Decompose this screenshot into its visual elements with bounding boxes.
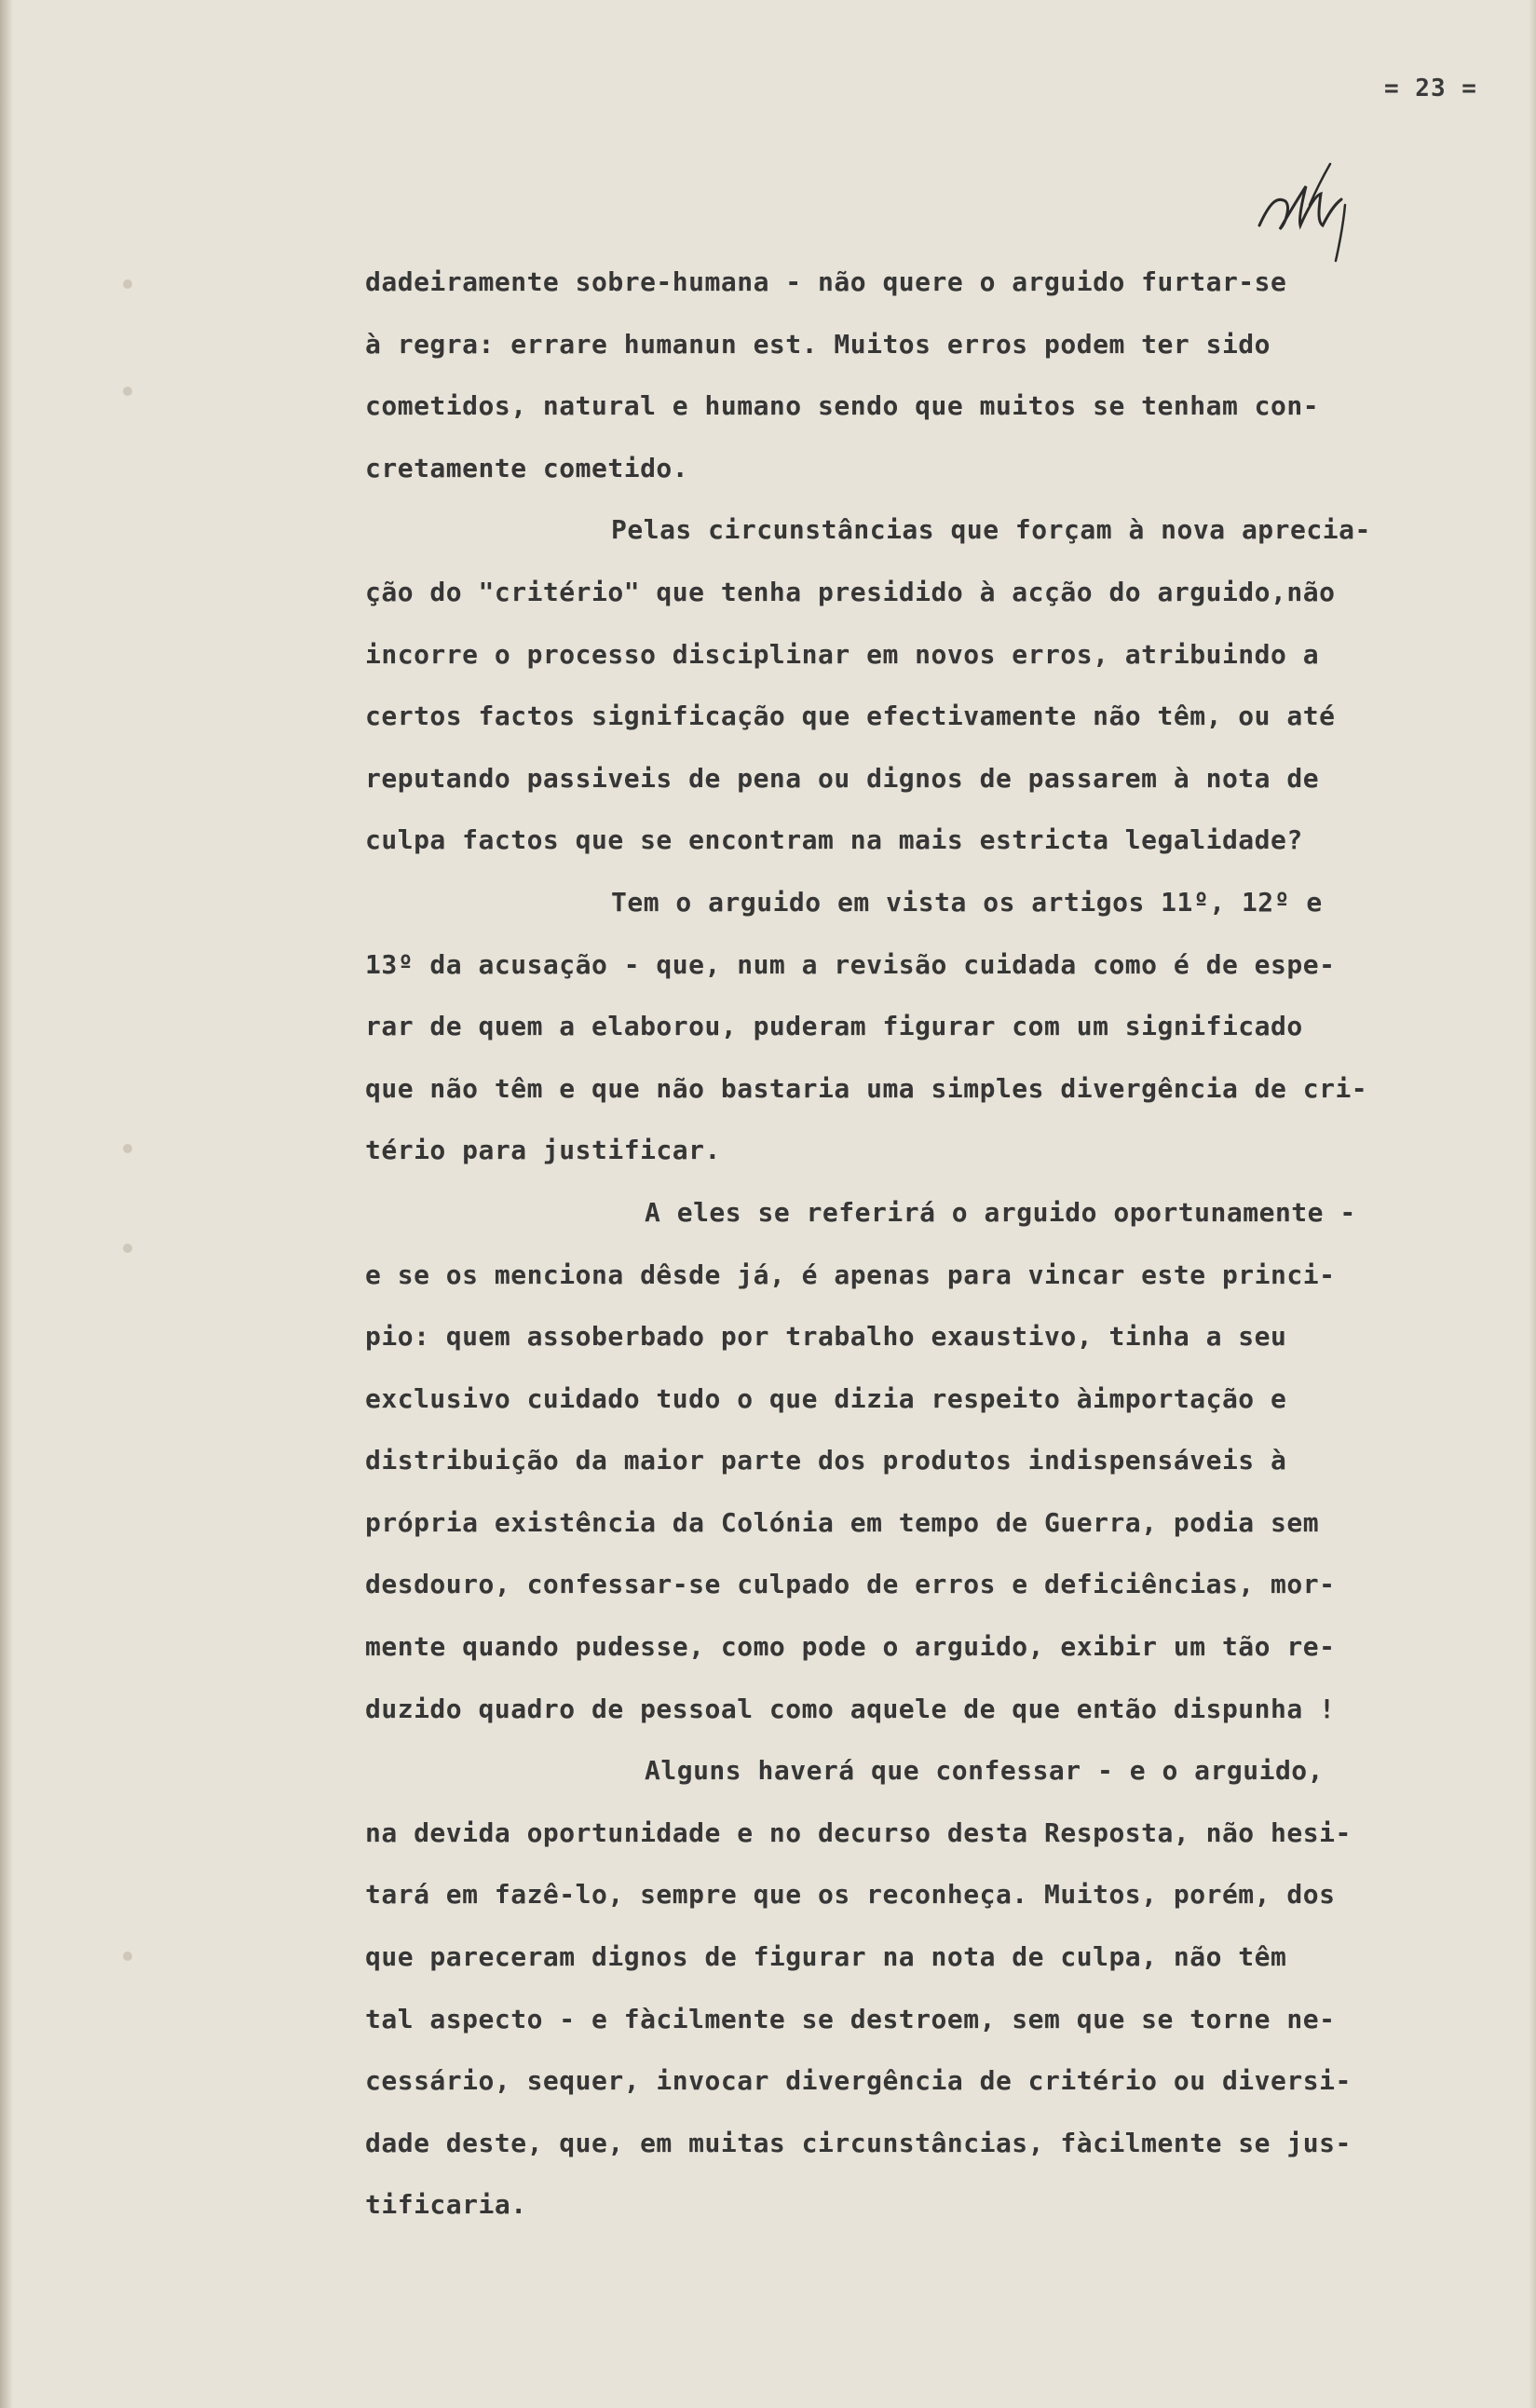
text-line: Pelas circunstâncias que forçam à nova aprecia-: [611, 514, 1371, 546]
text-line: cessário, sequer, invocar divergência de critério ou diversi-: [365, 2065, 1352, 2097]
text-line: Tem o arguido em vista os artigos 11º, 12º e: [611, 886, 1323, 918]
page-number: = 23 =: [1384, 75, 1477, 102]
text-line: dadeiramente sobre-humana - não quere o arguido furtar-se: [365, 266, 1287, 297]
text-line: na devida oportunidade e no decurso desta Resposta, não hesi-: [365, 1816, 1352, 1848]
text-line: tal aspecto - e fàcilmente se destroem, sem que se torne ne-: [365, 2003, 1336, 2034]
text-line: desdouro, confessar-se culpado de erros e deficiências, mor-: [365, 1569, 1336, 1600]
text-line: incorre o processo disciplinar em novos erros, atribuindo a: [365, 638, 1320, 670]
text-line: mente quando pudesse, como pode o arguido, exibir um tão re-: [365, 1631, 1336, 1663]
text-line: certos factos significação que efectivamente não têm, ou até: [365, 701, 1336, 732]
text-line: Alguns haverá que confessar - e o arguido,: [645, 1755, 1325, 1787]
document-body: [365, 252, 1492, 2237]
binding-mark: [123, 1144, 132, 1153]
text-line: ção do "critério" que tenha presidido à acção do arguido,não: [365, 576, 1336, 607]
text-line: reputando passiveis de pena ou dignos de passarem à nota de: [365, 762, 1320, 794]
binding-mark: [123, 387, 132, 396]
handwritten-initials: [1248, 140, 1360, 270]
text-line: e se os menciona dêsde já, é apenas para vincar este princi-: [365, 1258, 1336, 1290]
text-line: A eles se referirá o arguido oportunamente -: [645, 1196, 1356, 1228]
text-line: dade deste, que, em muitas circunstâncias, fàcilmente se jus-: [365, 2127, 1352, 2158]
text-line: cretamente cometido.: [365, 452, 689, 483]
text-line: 13º da acusação - que, num a revisão cuidada como é de espe-: [365, 948, 1336, 980]
text-line: pio: quem assoberbado por trabalho exaustivo, tinha a seu: [365, 1321, 1287, 1353]
binding-mark: [123, 1244, 132, 1253]
text-line: exclusivo cuidado tudo o que dizia respeito àimportação e: [365, 1382, 1287, 1414]
text-line: tério para justificar.: [365, 1135, 721, 1166]
text-line: duzido quadro de pessoal como aquele de que então dispunha !: [365, 1693, 1336, 1724]
text-line: à regra: errare humanun est. Muitos erros podem ter sido: [365, 328, 1271, 360]
text-line: culpa factos que se encontram na mais estricta legalidade?: [365, 824, 1303, 856]
binding-mark: [123, 279, 132, 289]
text-line: tificaria.: [365, 2189, 527, 2221]
binding-mark: [123, 1952, 132, 1961]
text-line: cometidos, natural e humano sendo que muitos se tenham con-: [365, 390, 1320, 422]
text-line: rar de quem a elaborou, puderam figurar com um significado: [365, 1011, 1303, 1042]
text-line: que não têm e que não bastaria uma simples divergência de cri-: [365, 1072, 1368, 1104]
text-line: que pareceram dignos de figurar na nota de culpa, não têm: [365, 1941, 1287, 1973]
text-line: distribuição da maior parte dos produtos indispensáveis à: [365, 1445, 1287, 1476]
text-line: tará em fazê-lo, sempre que os reconheça. Muitos, porém, dos: [365, 1879, 1336, 1911]
text-line: própria existência da Colónia em tempo de Guerra, podia sem: [365, 1506, 1320, 1538]
